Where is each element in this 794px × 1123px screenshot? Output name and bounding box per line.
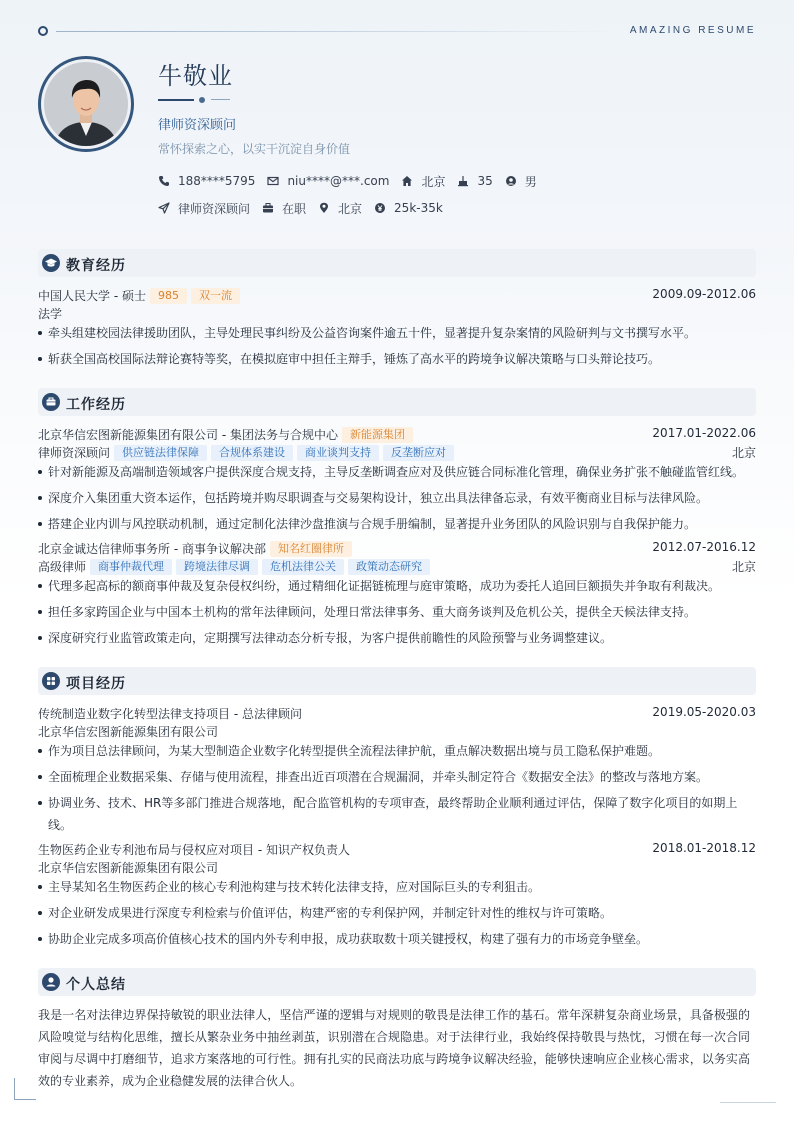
section-header-work <box>38 388 756 416</box>
user-icon <box>42 973 60 991</box>
age-text: 35 <box>477 174 493 188</box>
work-period: 2017.01-2022.06 <box>652 426 756 440</box>
skill-tag: 反垄断应对 <box>383 445 454 461</box>
work-bullet: 深度研究行业监管政策走向，定期撰写法律动态分析专报，为客户提供前瞻性的风险预警与业务调整建议。 <box>38 627 756 649</box>
section-header-education <box>38 249 756 277</box>
section-header-summary <box>38 968 756 996</box>
salary-text: 25k-35k <box>394 201 443 215</box>
project-bullet: 协调业务、技术、HR等多部门推进合规落地，配合监管机构的专项审查，最终帮助企业顺利通过评估，保障了数字化项目的如期上线。 <box>38 792 744 836</box>
salary-item <box>374 201 443 215</box>
project-bullet: 作为项目总法律顾问，为某大型制造企业数字化转型提供全流程法律护航，重点解决数据出境与员工隐私保护难题。 <box>38 740 756 762</box>
avatar <box>38 56 134 152</box>
brand-text: AMAZING RESUME <box>629 25 756 36</box>
skill-tag: 商业谈判支持 <box>297 445 379 461</box>
gender-icon <box>505 175 517 187</box>
status-text: 在职 <box>282 201 307 216</box>
project-org: 北京华信宏图新能源集团有限公司 <box>38 725 219 739</box>
company-tag: 知名红圈律所 <box>270 541 352 557</box>
name-underline-decoration <box>158 96 230 104</box>
work-role: 律师资深顾问 <box>38 446 111 460</box>
contact-info-row <box>158 172 549 190</box>
school-tag: 985 <box>150 288 187 304</box>
corner-decoration <box>14 1078 36 1100</box>
graduation-cap-icon <box>42 254 60 272</box>
target-city-item <box>318 200 362 217</box>
work-entry-header <box>38 425 756 443</box>
work-bullet: 担任多家跨国企业与中国本土机构的常年法律顾问，处理日常法律事务、重大商务谈判及危机公关，提供全天候法律支持。 <box>38 601 756 623</box>
header-rule-dot <box>38 26 48 36</box>
work-location: 北京 <box>731 560 756 574</box>
target-city-text: 北京 <box>338 201 363 216</box>
education-bullet: 牵头组建校园法律援助团队，主导处理民事纠纷及公益咨询案件逾五十件，显著提升复杂案情的风险研判与文书撰写水平。 <box>38 322 756 344</box>
skill-tag: 危机法律公关 <box>262 559 344 575</box>
education-major: 法学 <box>38 307 63 321</box>
company-tag: 新能源集团 <box>342 427 413 443</box>
projects-icon <box>42 672 60 690</box>
email-item <box>267 174 389 188</box>
city-text: 北京 <box>421 174 446 189</box>
project-bullet: 对企业研发成果进行深度专利检索与价值评估，构建严密的专利保护网，并制定针对性的维权与许可策略。 <box>38 902 756 924</box>
money-icon <box>374 202 386 214</box>
gender-item <box>505 173 537 190</box>
work-bullet: 深度介入集团重大资本运作，包括跨境并购尽职调查与交易架构设计，独立出具法律备忘录，有效平衡商业目标与法律风险。 <box>38 487 756 509</box>
school-line: 中国人民大学 - 硕士 <box>38 289 146 303</box>
company-line: 北京金诚达信律师事务所 - 商事争议解决部 <box>38 542 266 556</box>
candidate-motto: 常怀探索之心，以实干沉淀自身价值 <box>158 142 351 156</box>
project-title: 生物医药企业专利池布局与侵权应对项目 - 知识产权负责人 <box>38 843 350 857</box>
skill-tag: 供应链法律保障 <box>114 445 207 461</box>
phone-item <box>158 174 255 188</box>
age-item <box>457 174 492 188</box>
mail-icon <box>267 175 279 187</box>
work-location: 北京 <box>731 446 756 460</box>
skill-tag: 政策动态研究 <box>348 559 430 575</box>
company-line: 北京华信宏图新能源集团有限公司 - 集团法务与合规中心 <box>38 428 338 442</box>
school-tag: 双一流 <box>191 288 240 304</box>
summary-text: 我是一名对法律边界保持敏锐的职业法律人，坚信严谨的逻辑与对规则的敬畏是法律工作的基石。常年深耕复杂商业场景，具备极强的风险嗅觉与结构化思维，擅长从繁杂业务中抽丝剥茧，识别潜在合规隐患。对于法律行业，我始终保持敬畏与热忱，习惯在每一次合同审阅与尽调中打磨细节，追求方案落地的可行性。拥有扎实的民商法功底与跨境争议解决经验，能够快速响应企业核心需求，以务实高效的专业素养，成为企业稳健发展的法律合伙人。 <box>38 1008 750 1088</box>
target-role-text: 律师资深顾问 <box>178 201 251 216</box>
gender-text: 男 <box>524 174 537 189</box>
section-title: 项目经历 <box>66 676 126 692</box>
cake-icon <box>457 175 469 187</box>
work-entry-header <box>38 539 756 557</box>
section-title: 教育经历 <box>66 258 126 274</box>
section-header-projects <box>38 667 756 695</box>
education-major-row <box>38 304 756 322</box>
send-icon <box>158 202 170 214</box>
job-intent-row <box>158 199 455 217</box>
header-rule <box>38 26 756 38</box>
phone-text: 188****5795 <box>178 174 256 188</box>
work-role: 高级律师 <box>38 560 87 574</box>
footer-line-decoration <box>720 1102 776 1103</box>
project-bullet: 主导某知名生物医药企业的核心专利池构建与技术转化法律支持，应对国际巨头的专利狙击。 <box>38 876 756 898</box>
skill-tag: 跨境法律尽调 <box>176 559 258 575</box>
candidate-name: 牛敬业 <box>158 62 233 90</box>
education-period: 2009.09-2012.06 <box>652 287 756 301</box>
work-role-row <box>38 557 756 575</box>
project-period: 2019.05-2020.03 <box>652 705 756 719</box>
email-text: niu****@***.com <box>287 174 390 188</box>
project-bullet: 全面梳理企业数据采集、存储与使用流程，排查出近百项潜在合规漏洞，并牵头制定符合《数据安全法》的整改与落地方案。 <box>38 766 756 788</box>
work-icon <box>42 393 60 411</box>
work-period: 2012.07-2016.12 <box>652 540 756 554</box>
candidate-title: 律师资深顾问 <box>158 118 237 133</box>
work-bullet: 搭建企业内训与风控联动机制，通过定制化法律沙盘推演与合规手册编制，显著提升业务团队的风险识别与自我保护能力。 <box>38 513 756 535</box>
work-bullet: 针对新能源及高端制造领域客户提供深度合规支持，主导反垄断调查应对及供应链合同标准化管理，确保业务扩张不触碰监管红线。 <box>38 461 756 483</box>
status-item <box>262 200 306 217</box>
briefcase-icon <box>262 202 274 214</box>
city-item <box>401 173 445 190</box>
education-bullet: 斩获全国高校国际法辩论赛特等奖，在模拟庭审中担任主辩手，锤炼了高水平的跨境争议解决策略与口头辩论技巧。 <box>38 348 756 370</box>
section-title: 工作经历 <box>66 397 126 413</box>
project-org-row <box>38 858 756 876</box>
project-org: 北京华信宏图新能源集团有限公司 <box>38 861 219 875</box>
home-icon <box>401 175 413 187</box>
project-title: 传统制造业数字化转型法律支持项目 - 总法律顾问 <box>38 707 302 721</box>
work-role-row <box>38 443 756 461</box>
skill-tag: 合规体系建设 <box>211 445 293 461</box>
project-org-row <box>38 722 756 740</box>
section-title: 个人总结 <box>66 977 126 993</box>
work-bullet: 代理多起高标的额商事仲裁及复杂侵权纠纷，通过精细化证据链梳理与庭审策略，成功为委托人追回巨额损失并争取有利裁决。 <box>38 575 756 597</box>
project-bullet: 协助企业完成多项高价值核心技术的国内外专利申报，成功获取数十项关键授权，构建了强有力的市场竞争壁垒。 <box>38 928 756 950</box>
header-rule-line <box>56 31 616 32</box>
location-pin-icon <box>318 202 330 214</box>
phone-icon <box>158 175 170 187</box>
education-entry-header <box>38 286 756 304</box>
skill-tag: 商事仲裁代理 <box>90 559 172 575</box>
project-period: 2018.01-2018.12 <box>652 841 756 855</box>
target-role-item <box>158 200 250 217</box>
project-entry-header <box>38 840 756 858</box>
project-entry-header <box>38 704 756 722</box>
